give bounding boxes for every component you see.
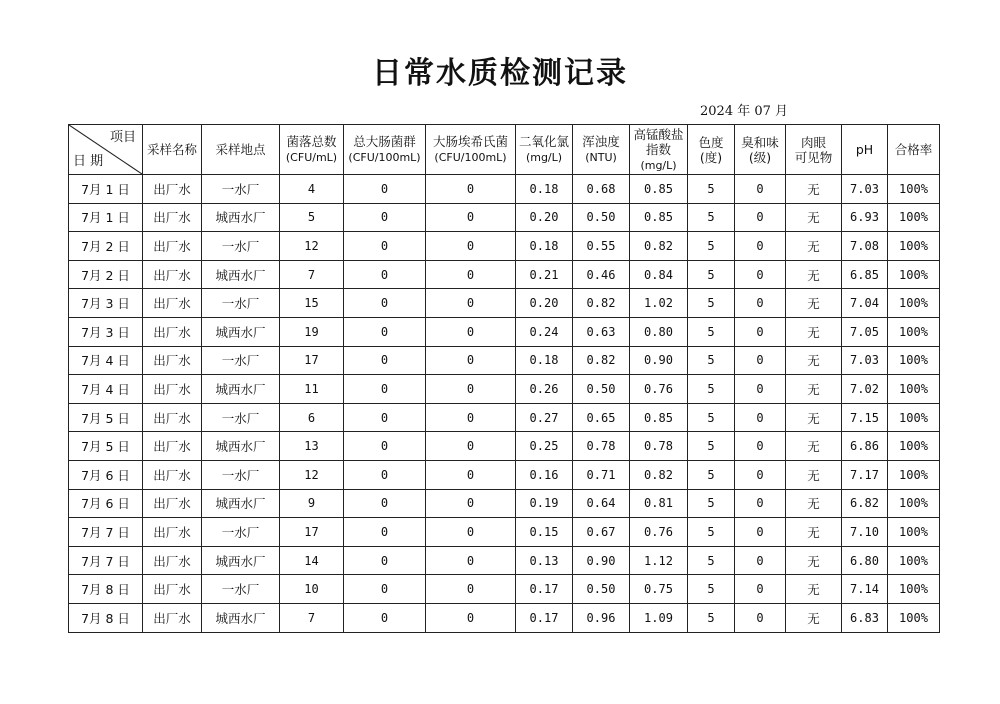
- odor-cell: 0: [735, 518, 786, 547]
- header-sample-name: 采样名称: [143, 125, 202, 175]
- colony-count-cell: 5: [280, 203, 344, 232]
- pass-rate-cell: 100%: [888, 546, 940, 575]
- page-title: 日常水质检测记录: [372, 56, 628, 91]
- turbidity-cell: 0.64: [573, 489, 630, 518]
- sample-name-cell: 出厂水: [143, 403, 202, 432]
- pass-rate-cell: 100%: [888, 175, 940, 204]
- sample-name-cell: 出厂水: [143, 175, 202, 204]
- pass-rate-cell: 100%: [888, 489, 940, 518]
- date-cell: 7月 7 日: [69, 518, 143, 547]
- chlorine-dioxide-cell: 0.18: [516, 232, 573, 261]
- sample-name-cell: 出厂水: [143, 432, 202, 461]
- date-cell: 7月 7 日: [69, 546, 143, 575]
- chlorine-dioxide-cell: 0.16: [516, 460, 573, 489]
- table-row: [69, 432, 940, 461]
- total-coliform-cell: 0: [344, 403, 426, 432]
- sample-name-cell: 出厂水: [143, 232, 202, 261]
- colony-count-cell: 19: [280, 317, 344, 346]
- sample-name-cell: 出厂水: [143, 346, 202, 375]
- total-coliform-cell: 0: [344, 317, 426, 346]
- odor-cell: 0: [735, 232, 786, 261]
- visible-matter-cell: 无: [786, 432, 842, 461]
- odor-cell: 0: [735, 260, 786, 289]
- total-coliform-cell: 0: [344, 603, 426, 632]
- chlorine-dioxide-cell: 0.19: [516, 489, 573, 518]
- total-coliform-cell: 0: [344, 432, 426, 461]
- header-colony-count: 菌落总数 (CFU/mL): [280, 125, 344, 175]
- header-color: 色度 (度): [688, 125, 735, 175]
- date-cell: 7月 8 日: [69, 575, 143, 604]
- sample-site-cell: 一水厂: [202, 232, 280, 261]
- sample-name-cell: 出厂水: [143, 460, 202, 489]
- ph-cell: 7.04: [842, 289, 888, 318]
- total-coliform-cell: 0: [344, 575, 426, 604]
- color-cell: 5: [688, 175, 735, 204]
- ph-cell: 6.86: [842, 432, 888, 461]
- permanganate-cell: 0.85: [630, 203, 688, 232]
- sample-name-cell: 出厂水: [143, 375, 202, 404]
- sample-site-cell: 一水厂: [202, 575, 280, 604]
- header-total-coliform: 总大肠菌群 (CFU/100mL): [344, 125, 426, 175]
- color-cell: 5: [688, 289, 735, 318]
- odor-cell: 0: [735, 460, 786, 489]
- visible-matter-cell: 无: [786, 518, 842, 547]
- header-row: [69, 125, 940, 175]
- turbidity-cell: 0.71: [573, 460, 630, 489]
- odor-cell: 0: [735, 403, 786, 432]
- sample-name-cell: 出厂水: [143, 317, 202, 346]
- pass-rate-cell: 100%: [888, 232, 940, 261]
- pass-rate-cell: 100%: [888, 317, 940, 346]
- odor-cell: 0: [735, 346, 786, 375]
- header-ph: pH: [842, 125, 888, 175]
- chlorine-dioxide-cell: 0.24: [516, 317, 573, 346]
- permanganate-cell: 0.76: [630, 518, 688, 547]
- pass-rate-cell: 100%: [888, 460, 940, 489]
- colony-count-cell: 14: [280, 546, 344, 575]
- ph-cell: 7.03: [842, 175, 888, 204]
- colony-count-cell: 11: [280, 375, 344, 404]
- pass-rate-cell: 100%: [888, 575, 940, 604]
- turbidity-cell: 0.46: [573, 260, 630, 289]
- sample-name-cell: 出厂水: [143, 603, 202, 632]
- date-cell: 7月 6 日: [69, 460, 143, 489]
- permanganate-cell: 0.75: [630, 575, 688, 604]
- odor-cell: 0: [735, 317, 786, 346]
- visible-matter-cell: 无: [786, 346, 842, 375]
- table-row: [69, 203, 940, 232]
- turbidity-cell: 0.68: [573, 175, 630, 204]
- date-cell: 7月 2 日: [69, 260, 143, 289]
- total-coliform-cell: 0: [344, 346, 426, 375]
- table-row: [69, 317, 940, 346]
- chlorine-dioxide-cell: 0.18: [516, 175, 573, 204]
- table-row: [69, 575, 940, 604]
- total-coliform-cell: 0: [344, 460, 426, 489]
- turbidity-cell: 0.82: [573, 346, 630, 375]
- colony-count-cell: 12: [280, 232, 344, 261]
- permanganate-cell: 0.82: [630, 232, 688, 261]
- total-coliform-cell: 0: [344, 375, 426, 404]
- colony-count-cell: 10: [280, 575, 344, 604]
- chlorine-dioxide-cell: 0.27: [516, 403, 573, 432]
- ecoli-cell: 0: [426, 346, 516, 375]
- table-row: [69, 289, 940, 318]
- sample-site-cell: 一水厂: [202, 460, 280, 489]
- color-cell: 5: [688, 460, 735, 489]
- date-cell: 7月 4 日: [69, 346, 143, 375]
- pass-rate-cell: 100%: [888, 203, 940, 232]
- table-row: [69, 232, 940, 261]
- table-row: [69, 489, 940, 518]
- turbidity-cell: 0.50: [573, 375, 630, 404]
- turbidity-cell: 0.50: [573, 575, 630, 604]
- ph-cell: 7.03: [842, 346, 888, 375]
- odor-cell: 0: [735, 489, 786, 518]
- header-pass-rate: 合格率: [888, 125, 940, 175]
- table-row: [69, 346, 940, 375]
- visible-matter-cell: 无: [786, 489, 842, 518]
- colony-count-cell: 15: [280, 289, 344, 318]
- visible-matter-cell: 无: [786, 203, 842, 232]
- chlorine-dioxide-cell: 0.20: [516, 289, 573, 318]
- sample-site-cell: 一水厂: [202, 289, 280, 318]
- ecoli-cell: 0: [426, 203, 516, 232]
- visible-matter-cell: 无: [786, 575, 842, 604]
- colony-count-cell: 13: [280, 432, 344, 461]
- pass-rate-cell: 100%: [888, 346, 940, 375]
- table-row: [69, 260, 940, 289]
- date-cell: 7月 3 日: [69, 317, 143, 346]
- ecoli-cell: 0: [426, 460, 516, 489]
- ecoli-cell: 0: [426, 489, 516, 518]
- visible-matter-cell: 无: [786, 232, 842, 261]
- header-odor: 臭和味 (级): [735, 125, 786, 175]
- odor-cell: 0: [735, 603, 786, 632]
- chlorine-dioxide-cell: 0.25: [516, 432, 573, 461]
- pass-rate-cell: 100%: [888, 403, 940, 432]
- color-cell: 5: [688, 346, 735, 375]
- colony-count-cell: 12: [280, 460, 344, 489]
- header-chlorine-dioxide: 二氧化氯 (mg/L): [516, 125, 573, 175]
- chlorine-dioxide-cell: 0.18: [516, 346, 573, 375]
- sample-name-cell: 出厂水: [143, 489, 202, 518]
- total-coliform-cell: 0: [344, 289, 426, 318]
- turbidity-cell: 0.63: [573, 317, 630, 346]
- odor-cell: 0: [735, 432, 786, 461]
- sample-site-cell: 城西水厂: [202, 317, 280, 346]
- colony-count-cell: 9: [280, 489, 344, 518]
- sample-site-cell: 一水厂: [202, 175, 280, 204]
- total-coliform-cell: 0: [344, 518, 426, 547]
- visible-matter-cell: 无: [786, 375, 842, 404]
- chlorine-dioxide-cell: 0.13: [516, 546, 573, 575]
- date-cell: 7月 6 日: [69, 489, 143, 518]
- colony-count-cell: 6: [280, 403, 344, 432]
- turbidity-cell: 0.50: [573, 203, 630, 232]
- ph-cell: 6.93: [842, 203, 888, 232]
- pass-rate-cell: 100%: [888, 518, 940, 547]
- turbidity-cell: 0.96: [573, 603, 630, 632]
- color-cell: 5: [688, 432, 735, 461]
- colony-count-cell: 7: [280, 603, 344, 632]
- chlorine-dioxide-cell: 0.21: [516, 260, 573, 289]
- table-row: [69, 175, 940, 204]
- odor-cell: 0: [735, 203, 786, 232]
- date-cell: 7月 1 日: [69, 175, 143, 204]
- sample-name-cell: 出厂水: [143, 575, 202, 604]
- color-cell: 5: [688, 232, 735, 261]
- permanganate-cell: 0.82: [630, 460, 688, 489]
- table-row: [69, 375, 940, 404]
- sample-name-cell: 出厂水: [143, 289, 202, 318]
- sample-site-cell: 城西水厂: [202, 489, 280, 518]
- ecoli-cell: 0: [426, 575, 516, 604]
- header-permanganate-index: 高锰酸盐 指数 (mg/L): [630, 125, 688, 175]
- sample-name-cell: 出厂水: [143, 260, 202, 289]
- date-cell: 7月 1 日: [69, 203, 143, 232]
- water-quality-table: [68, 124, 940, 633]
- ecoli-cell: 0: [426, 432, 516, 461]
- permanganate-cell: 0.80: [630, 317, 688, 346]
- ph-cell: 7.17: [842, 460, 888, 489]
- visible-matter-cell: 无: [786, 403, 842, 432]
- permanganate-cell: 0.76: [630, 375, 688, 404]
- colony-count-cell: 7: [280, 260, 344, 289]
- ecoli-cell: 0: [426, 289, 516, 318]
- turbidity-cell: 0.65: [573, 403, 630, 432]
- color-cell: 5: [688, 375, 735, 404]
- sample-name-cell: 出厂水: [143, 518, 202, 547]
- header-date-label: 日 期: [73, 154, 104, 169]
- sample-site-cell: 城西水厂: [202, 546, 280, 575]
- table-row: [69, 460, 940, 489]
- ecoli-cell: 0: [426, 375, 516, 404]
- ecoli-cell: 0: [426, 403, 516, 432]
- permanganate-cell: 0.85: [630, 403, 688, 432]
- ph-cell: 6.83: [842, 603, 888, 632]
- odor-cell: 0: [735, 175, 786, 204]
- ecoli-cell: 0: [426, 518, 516, 547]
- ph-cell: 6.82: [842, 489, 888, 518]
- ecoli-cell: 0: [426, 317, 516, 346]
- table-body: [69, 175, 940, 633]
- header-item-label: 项目: [109, 130, 136, 145]
- color-cell: 5: [688, 403, 735, 432]
- ph-cell: 7.10: [842, 518, 888, 547]
- visible-matter-cell: 无: [786, 175, 842, 204]
- header-sample-site: 采样地点: [202, 125, 280, 175]
- sample-site-cell: 一水厂: [202, 346, 280, 375]
- odor-cell: 0: [735, 546, 786, 575]
- date-cell: 7月 4 日: [69, 375, 143, 404]
- header-visible-matter: 肉眼 可见物: [786, 125, 842, 175]
- visible-matter-cell: 无: [786, 546, 842, 575]
- pass-rate-cell: 100%: [888, 375, 940, 404]
- report-date: 2024 年 07 月: [700, 104, 789, 119]
- permanganate-cell: 0.90: [630, 346, 688, 375]
- odor-cell: 0: [735, 575, 786, 604]
- date-cell: 7月 3 日: [69, 289, 143, 318]
- color-cell: 5: [688, 603, 735, 632]
- table-row: [69, 403, 940, 432]
- turbidity-cell: 0.90: [573, 546, 630, 575]
- sample-site-cell: 一水厂: [202, 518, 280, 547]
- visible-matter-cell: 无: [786, 289, 842, 318]
- chlorine-dioxide-cell: 0.17: [516, 603, 573, 632]
- color-cell: 5: [688, 489, 735, 518]
- color-cell: 5: [688, 575, 735, 604]
- header-ecoli: 大肠埃希氏菌 (CFU/100mL): [426, 125, 516, 175]
- chlorine-dioxide-cell: 0.20: [516, 203, 573, 232]
- pass-rate-cell: 100%: [888, 603, 940, 632]
- color-cell: 5: [688, 317, 735, 346]
- color-cell: 5: [688, 260, 735, 289]
- total-coliform-cell: 0: [344, 260, 426, 289]
- pass-rate-cell: 100%: [888, 260, 940, 289]
- pass-rate-cell: 100%: [888, 289, 940, 318]
- chlorine-dioxide-cell: 0.15: [516, 518, 573, 547]
- sample-site-cell: 城西水厂: [202, 260, 280, 289]
- table-row: [69, 518, 940, 547]
- ph-cell: 7.08: [842, 232, 888, 261]
- color-cell: 5: [688, 203, 735, 232]
- colony-count-cell: 17: [280, 518, 344, 547]
- visible-matter-cell: 无: [786, 603, 842, 632]
- permanganate-cell: 1.12: [630, 546, 688, 575]
- ecoli-cell: 0: [426, 603, 516, 632]
- ph-cell: 6.80: [842, 546, 888, 575]
- ph-cell: 7.14: [842, 575, 888, 604]
- sample-name-cell: 出厂水: [143, 546, 202, 575]
- total-coliform-cell: 0: [344, 232, 426, 261]
- ecoli-cell: 0: [426, 175, 516, 204]
- permanganate-cell: 1.09: [630, 603, 688, 632]
- colony-count-cell: 17: [280, 346, 344, 375]
- visible-matter-cell: 无: [786, 317, 842, 346]
- total-coliform-cell: 0: [344, 203, 426, 232]
- ph-cell: 7.05: [842, 317, 888, 346]
- ecoli-cell: 0: [426, 546, 516, 575]
- visible-matter-cell: 无: [786, 460, 842, 489]
- ecoli-cell: 0: [426, 260, 516, 289]
- color-cell: 5: [688, 518, 735, 547]
- total-coliform-cell: 0: [344, 489, 426, 518]
- sample-site-cell: 一水厂: [202, 403, 280, 432]
- permanganate-cell: 0.81: [630, 489, 688, 518]
- color-cell: 5: [688, 546, 735, 575]
- date-cell: 7月 2 日: [69, 232, 143, 261]
- total-coliform-cell: 0: [344, 175, 426, 204]
- total-coliform-cell: 0: [344, 546, 426, 575]
- date-cell: 7月 8 日: [69, 603, 143, 632]
- header-turbidity: 浑浊度 (NTU): [573, 125, 630, 175]
- ph-cell: 7.02: [842, 375, 888, 404]
- turbidity-cell: 0.82: [573, 289, 630, 318]
- odor-cell: 0: [735, 375, 786, 404]
- date-cell: 7月 5 日: [69, 432, 143, 461]
- pass-rate-cell: 100%: [888, 432, 940, 461]
- colony-count-cell: 4: [280, 175, 344, 204]
- turbidity-cell: 0.78: [573, 432, 630, 461]
- permanganate-cell: 1.02: [630, 289, 688, 318]
- date-cell: 7月 5 日: [69, 403, 143, 432]
- sample-site-cell: 城西水厂: [202, 432, 280, 461]
- chlorine-dioxide-cell: 0.26: [516, 375, 573, 404]
- sample-name-cell: 出厂水: [143, 203, 202, 232]
- ph-cell: 7.15: [842, 403, 888, 432]
- turbidity-cell: 0.67: [573, 518, 630, 547]
- permanganate-cell: 0.84: [630, 260, 688, 289]
- table-row: [69, 546, 940, 575]
- ph-cell: 6.85: [842, 260, 888, 289]
- sample-site-cell: 城西水厂: [202, 203, 280, 232]
- odor-cell: 0: [735, 289, 786, 318]
- permanganate-cell: 0.85: [630, 175, 688, 204]
- visible-matter-cell: 无: [786, 260, 842, 289]
- sample-site-cell: 城西水厂: [202, 603, 280, 632]
- table-row: [69, 603, 940, 632]
- ecoli-cell: 0: [426, 232, 516, 261]
- turbidity-cell: 0.55: [573, 232, 630, 261]
- chlorine-dioxide-cell: 0.17: [516, 575, 573, 604]
- sample-site-cell: 城西水厂: [202, 375, 280, 404]
- header-diagonal-cell: [69, 125, 143, 175]
- permanganate-cell: 0.78: [630, 432, 688, 461]
